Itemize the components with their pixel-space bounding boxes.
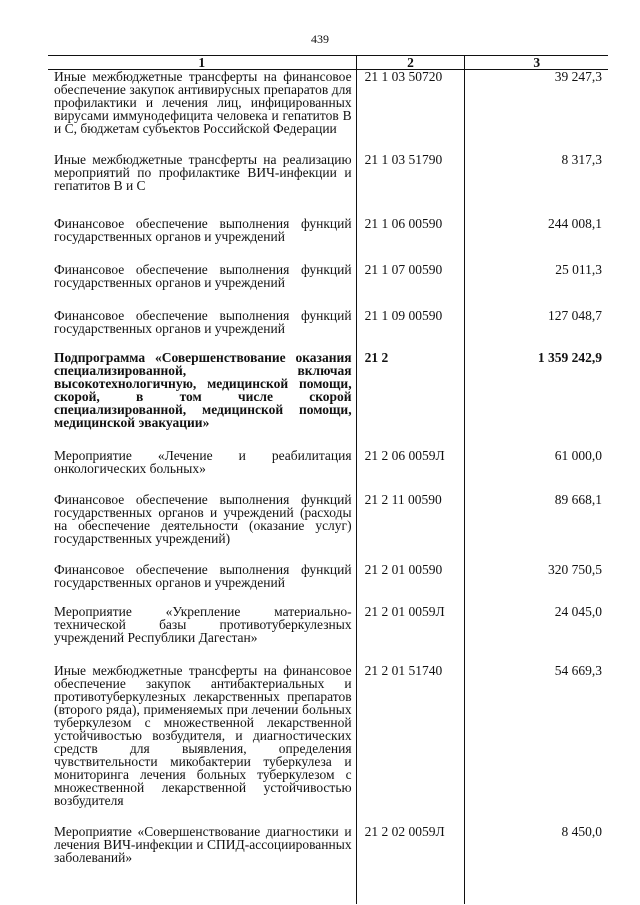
table-row (48, 70, 608, 136)
row-name: Финансовое обеспечение выполнения функций государственных органов и учреждений (48, 217, 356, 243)
row-amount: 8 450,0 (561, 824, 602, 839)
spacer-cell (48, 864, 356, 904)
spacer-cell (465, 864, 608, 904)
spacer-cell (356, 864, 465, 904)
spacer-cell (465, 429, 608, 449)
spacer-cell (356, 807, 465, 825)
row-code: 21 1 03 51790 (356, 153, 465, 192)
row-code: 21 1 06 00590 (356, 217, 465, 243)
spacer-cell (465, 289, 608, 309)
row-code: 21 1 07 00590 (356, 263, 465, 289)
spacer-cell (356, 429, 465, 449)
spacer-cell (465, 644, 608, 664)
row-amount: 25 011,3 (555, 262, 602, 277)
row-spacer (48, 335, 608, 351)
row-code: 21 1 09 00590 (356, 309, 465, 335)
row-name: Мероприятие «Укрепление материально-технической базы противотуберкулезных учреждений Республики Дагестан» (48, 605, 356, 644)
spacer-cell (465, 475, 608, 493)
column-header-1: 1 (48, 56, 356, 70)
row-name: Финансовое обеспечение выполнения функций государственных органов и учреждений (48, 309, 356, 335)
row-spacer (48, 545, 608, 563)
spacer-cell (356, 335, 465, 351)
row-code: 21 2 11 00590 (356, 493, 465, 545)
row-spacer (48, 644, 608, 664)
table-row (48, 493, 608, 545)
row-amount: 61 000,0 (554, 448, 602, 463)
row-name: Подпрограмма «Совершенствование оказания специализированной, включая высокотехнологичную, медицинской помощи, скорой, в том числе скорой специализированной, медицинской помощи, медицинской эвакуации» (48, 351, 356, 429)
row-amount: 127 048,7 (548, 308, 602, 323)
row-code: 21 2 (356, 351, 465, 429)
table-row (48, 351, 608, 429)
row-name: Иные межбюджетные трансферты на реализацию мероприятий по профилактике ВИЧ-инфекции и гепатитов В и С (48, 153, 356, 192)
spacer-cell (356, 289, 465, 309)
table-body (48, 70, 608, 905)
row-spacer (48, 243, 608, 263)
table-row (48, 563, 608, 589)
row-spacer (48, 192, 608, 217)
header-row (48, 56, 608, 70)
row-spacer (48, 289, 608, 309)
table-row (48, 263, 608, 289)
table-row (48, 217, 608, 243)
spacer-cell (48, 807, 356, 825)
spacer-cell (465, 545, 608, 563)
spacer-cell (48, 243, 356, 263)
row-code: 21 1 03 50720 (356, 70, 465, 136)
page-number: 439 (311, 32, 329, 46)
spacer-cell (465, 192, 608, 217)
row-amount: 244 008,1 (548, 216, 602, 231)
spacer-cell (356, 243, 465, 263)
row-amount: 54 669,3 (554, 663, 602, 678)
table-tail (48, 864, 608, 904)
spacer-cell (48, 589, 356, 605)
table-row (48, 449, 608, 475)
spacer-cell (48, 192, 356, 217)
table-row (48, 825, 608, 864)
row-spacer (48, 135, 608, 153)
row-code: 21 2 02 0059Л (356, 825, 465, 864)
column-header-3: 3 (465, 56, 608, 70)
spacer-cell (356, 192, 465, 217)
spacer-cell (356, 475, 465, 493)
spacer-cell (465, 807, 608, 825)
row-amount: 39 247,3 (554, 69, 602, 84)
spacer-cell (48, 545, 356, 563)
spacer-cell (48, 475, 356, 493)
row-spacer (48, 589, 608, 605)
row-code: 21 2 01 51740 (356, 664, 465, 807)
row-spacer (48, 429, 608, 449)
row-amount: 320 750,5 (548, 562, 602, 577)
spacer-cell (465, 335, 608, 351)
spacer-cell (356, 644, 465, 664)
spacer-cell (356, 589, 465, 605)
spacer-cell (48, 335, 356, 351)
row-amount: 8 317,3 (561, 152, 602, 167)
spacer-cell (465, 135, 608, 153)
table-row (48, 309, 608, 335)
row-amount: 24 045,0 (554, 604, 602, 619)
row-spacer (48, 807, 608, 825)
table-row (48, 153, 608, 192)
row-name: Финансовое обеспечение выполнения функций государственных органов и учреждений (48, 263, 356, 289)
row-name: Мероприятие «Совершенствование диагностики и лечения ВИЧ-инфекции и СПИД-ассоциированных заболеваний» (48, 825, 356, 864)
budget-table (48, 55, 608, 904)
row-name: Иные межбюджетные трансферты на финансовое обеспечение закупок антивирусных препаратов для профилактики и лечения лиц, инфицированных вирусами иммунодефицита человека и гепатитов В и С, бюджетам субъектов Российской Федерации (48, 70, 356, 136)
row-code: 21 2 01 00590 (356, 563, 465, 589)
row-code: 21 2 01 0059Л (356, 605, 465, 644)
spacer-cell (356, 135, 465, 153)
row-amount: 1 359 242,9 (537, 350, 602, 365)
column-header-2: 2 (356, 56, 465, 70)
spacer-cell (48, 644, 356, 664)
table-header (48, 56, 608, 70)
row-spacer (48, 475, 608, 493)
spacer-cell (465, 589, 608, 605)
table-row (48, 605, 608, 644)
row-name: Мероприятие «Лечение и реабилитация онкологических больных» (48, 449, 356, 475)
row-name: Финансовое обеспечение выполнения функций государственных органов и учреждений (расходы на обеспечение деятельности (оказание услуг) государственных учреждений) (48, 493, 356, 545)
spacer-cell (48, 289, 356, 309)
row-code: 21 2 06 0059Л (356, 449, 465, 475)
row-name: Финансовое обеспечение выполнения функций государственных органов и учреждений (48, 563, 356, 589)
row-amount: 89 668,1 (554, 492, 602, 507)
spacer-cell (465, 243, 608, 263)
spacer-cell (48, 135, 356, 153)
spacer-cell (48, 429, 356, 449)
row-name: Иные межбюджетные трансферты на финансовое обеспечение закупок антибактериальных и противотуберкулезных лекарственных препаратов (второго ряда), применяемых при лечении больных туберкулезом с множественной лекарственной устойчивостью возбудителя, и диагностических средств для выявления, определения чувствительности микобактерии туберкулеза и мониторинга лечения больных туберкулезом с множественной лекарственной устойчивостью возбудителя (48, 664, 356, 807)
table-row (48, 664, 608, 807)
spacer-cell (356, 545, 465, 563)
